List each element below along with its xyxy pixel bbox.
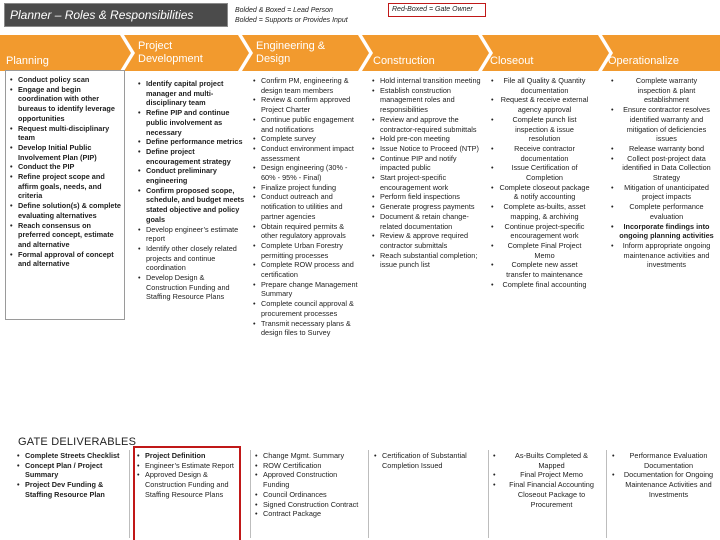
list-item: • Complete council approval & procurement processes <box>252 299 362 318</box>
list-item: • Inform appropriate ongoing maintenance activities and investments <box>610 241 714 270</box>
list-item: • Complete closeout package & notify accounting <box>490 183 590 202</box>
engineering-design-gate-deliverables <box>254 451 364 519</box>
list-item: • ROW Certification <box>254 461 364 471</box>
list-item: • Certification of Substantial Completion Issued <box>373 451 473 470</box>
list-item: • Conduct policy scan <box>9 75 122 85</box>
phase-label-construction: Construction <box>373 55 435 67</box>
list-item: • Incorporate findings into ongoing planning activities <box>610 222 714 241</box>
legend-lead-person: Bolded & Boxed = Lead Person <box>235 7 333 14</box>
list-item: • Issue Notice to Proceed (NTP) <box>371 144 481 154</box>
list-item: • Perform field inspections <box>371 192 481 202</box>
list-item: • Develop Initial Public Involvement Plan (PIP) <box>9 143 122 162</box>
list-item: • Complete survey <box>252 134 362 144</box>
list-item: • Reach consensus on preferred concept, estimate and alternative <box>9 221 122 250</box>
list-item: • Transmit necessary plans & design files to Survey <box>252 319 362 338</box>
list-item: • Complete Final Project Memo <box>490 241 590 260</box>
list-item: • Complete Urban Forestry permitting processes <box>252 241 362 260</box>
phase-label-operationalize: Operationalize <box>608 55 679 67</box>
list-item: • Design engineering (30% - 60% - 95% - Final) <box>252 163 362 182</box>
list-item: • Continue project-specific encouragement work <box>490 222 590 241</box>
list-item: • Complete ROW process and certification <box>252 260 362 279</box>
list-item: • Define solution(s) & complete evaluating alternatives <box>9 201 122 220</box>
list-item: • Signed Construction Contract <box>254 500 364 510</box>
project-development-gate-deliverables <box>136 451 240 500</box>
list-item: • Conduct outreach and notification to utilities and partner agencies <box>252 192 362 221</box>
list-item: • Define project encouragement strategy <box>137 147 245 166</box>
list-item: • Conduct the PIP <box>9 162 122 172</box>
list-item: • Develop engineer’s estimate report <box>137 225 245 244</box>
list-item: • Complete performance evaluation <box>610 202 714 221</box>
gate-divider <box>250 450 251 538</box>
list-item: • Review & confirm approved Project Charter <box>252 95 362 114</box>
list-item: • Confirm proposed scope, schedule, and budget meets stated objective and policy goals <box>137 186 245 225</box>
list-item: • Refine project scope and affirm goals, needs, and criteria <box>9 172 122 201</box>
list-item: • Reach substantial completion; issue punch list <box>371 251 481 270</box>
list-item: • Documentation for Ongoing Maintenance Activities and Investments <box>611 470 717 499</box>
list-item: • Formal approval of concept and alternative <box>9 250 122 269</box>
list-item: • Council Ordinances <box>254 490 364 500</box>
list-item: • File all Quality & Quantity documentation <box>490 76 590 95</box>
list-item: • Final Project Memo <box>492 470 602 480</box>
closeout-activities <box>490 76 590 289</box>
list-item: • Request & receive external agency approval <box>490 95 590 114</box>
phase-label-engineering-design: Engineering & Design <box>256 40 326 65</box>
list-item: • Change Mgmt. Summary <box>254 451 364 461</box>
list-item: • Mitigation of unanticipated project impacts <box>610 183 714 202</box>
gate-divider <box>368 450 369 538</box>
engineering-design-activities <box>252 76 362 338</box>
phase-label-project-development: Project Development <box>138 40 203 65</box>
phase-chevrons <box>0 34 720 74</box>
list-item: • Request multi-disciplinary team <box>9 124 122 143</box>
list-item: • Finalize project funding <box>252 183 362 193</box>
gate-divider <box>606 450 607 538</box>
list-item: • Project Dev Funding & Staffing Resource Plan <box>16 480 128 499</box>
list-item: • Review & approve required contractor submittals <box>371 231 481 250</box>
list-item: • Engineer’s Estimate Report <box>136 461 240 471</box>
gate-divider <box>488 450 489 538</box>
list-item: • Conduct environment impact assessment <box>252 144 362 163</box>
list-item: • Final Financial Accounting Closeout Package to Procurement <box>492 480 602 509</box>
list-item: • Complete as-builts, asset mapping, & archiving <box>490 202 590 221</box>
list-item: • Continue public engagement and notifications <box>252 115 362 134</box>
phase-label-planning: Planning <box>6 55 49 67</box>
list-item: • Establish construction management roles and responsibilities <box>371 86 481 115</box>
legend-gate-owner: Red-Boxed = Gate Owner <box>392 6 473 13</box>
construction-gate-deliverables <box>373 451 473 470</box>
legend-supports-input: Bolded = Supports or Provides Input <box>235 17 348 24</box>
phase-label-closeout: Closeout <box>490 55 534 67</box>
list-item: • Review and approve the contractor-required submittals <box>371 115 481 134</box>
list-item: • Performance Evaluation Documentation <box>611 451 717 470</box>
list-item: • Complete final accounting <box>490 280 590 290</box>
list-item: • Contract Package <box>254 509 364 519</box>
list-item: • Identify capital project manager and multi-disciplinary team <box>137 79 245 108</box>
list-item: • Project Definition <box>136 451 240 461</box>
list-item: • Receive contractor documentation <box>490 144 590 163</box>
list-item: • Complete warranty inspection & plant establishment <box>610 76 714 105</box>
list-item: • Complete new asset transfer to maintenance <box>490 260 590 279</box>
list-item: • Ensure contractor resolves identified warranty and mitigation of deficiencies issues <box>610 105 714 144</box>
page-title: Planner – Roles & Responsibilities <box>10 8 194 22</box>
list-item: • Approved Construction Funding <box>254 470 364 489</box>
construction-activities <box>371 76 481 270</box>
list-item: • Prepare change Management Summary <box>252 280 362 299</box>
list-item: • Collect post-project data identified in Data Collection Strategy <box>610 154 714 183</box>
list-item: • Complete Streets Checklist <box>16 451 128 461</box>
page-title-bar <box>4 3 228 27</box>
list-item: • Refine PIP and continue public involvement as necessary <box>137 108 245 137</box>
list-item: • Concept Plan / Project Summary <box>16 461 128 480</box>
gate-deliverables-title: GATE DELIVERABLES <box>18 436 137 448</box>
list-item: • Confirm PM, engineering & design team members <box>252 76 362 95</box>
planning-activities <box>9 75 122 269</box>
list-item: • Identify other closely related projects and continue coordination <box>137 244 245 273</box>
list-item: • Complete punch list inspection & issue resolution <box>490 115 590 144</box>
project-development-activities <box>137 79 245 302</box>
list-item: • As-Builts Completed & Mapped <box>492 451 602 470</box>
list-item: • Generate progress payments <box>371 202 481 212</box>
list-item: • Issue Certification of Completion <box>490 163 590 182</box>
list-item: • Hold internal transition meeting <box>371 76 481 86</box>
operationalize-gate-deliverables <box>611 451 717 500</box>
list-item: • Start project-specific encouragement work <box>371 173 481 192</box>
planning-gate-deliverables <box>16 451 128 500</box>
list-item: • Engage and begin coordination with other bureaus to identify leverage opportunities <box>9 85 122 124</box>
list-item: • Continue PIP and notify impacted public <box>371 154 481 173</box>
list-item: • Document & retain change-related documentation <box>371 212 481 231</box>
list-item: • Conduct preliminary engineering <box>137 166 245 185</box>
gate-divider <box>129 450 130 538</box>
list-item: • Obtain required permits & other regulatory approvals <box>252 222 362 241</box>
list-item: • Define performance metrics <box>137 137 245 147</box>
closeout-gate-deliverables <box>492 451 602 509</box>
list-item: • Hold pre-con meeting <box>371 134 481 144</box>
list-item: • Approved Design & Construction Funding and Staffing Resource Plans <box>136 470 240 499</box>
operationalize-activities <box>610 76 714 270</box>
list-item: • Develop Design & Construction Funding and Staffing Resource Plans <box>137 273 245 302</box>
list-item: • Release warranty bond <box>610 144 714 154</box>
